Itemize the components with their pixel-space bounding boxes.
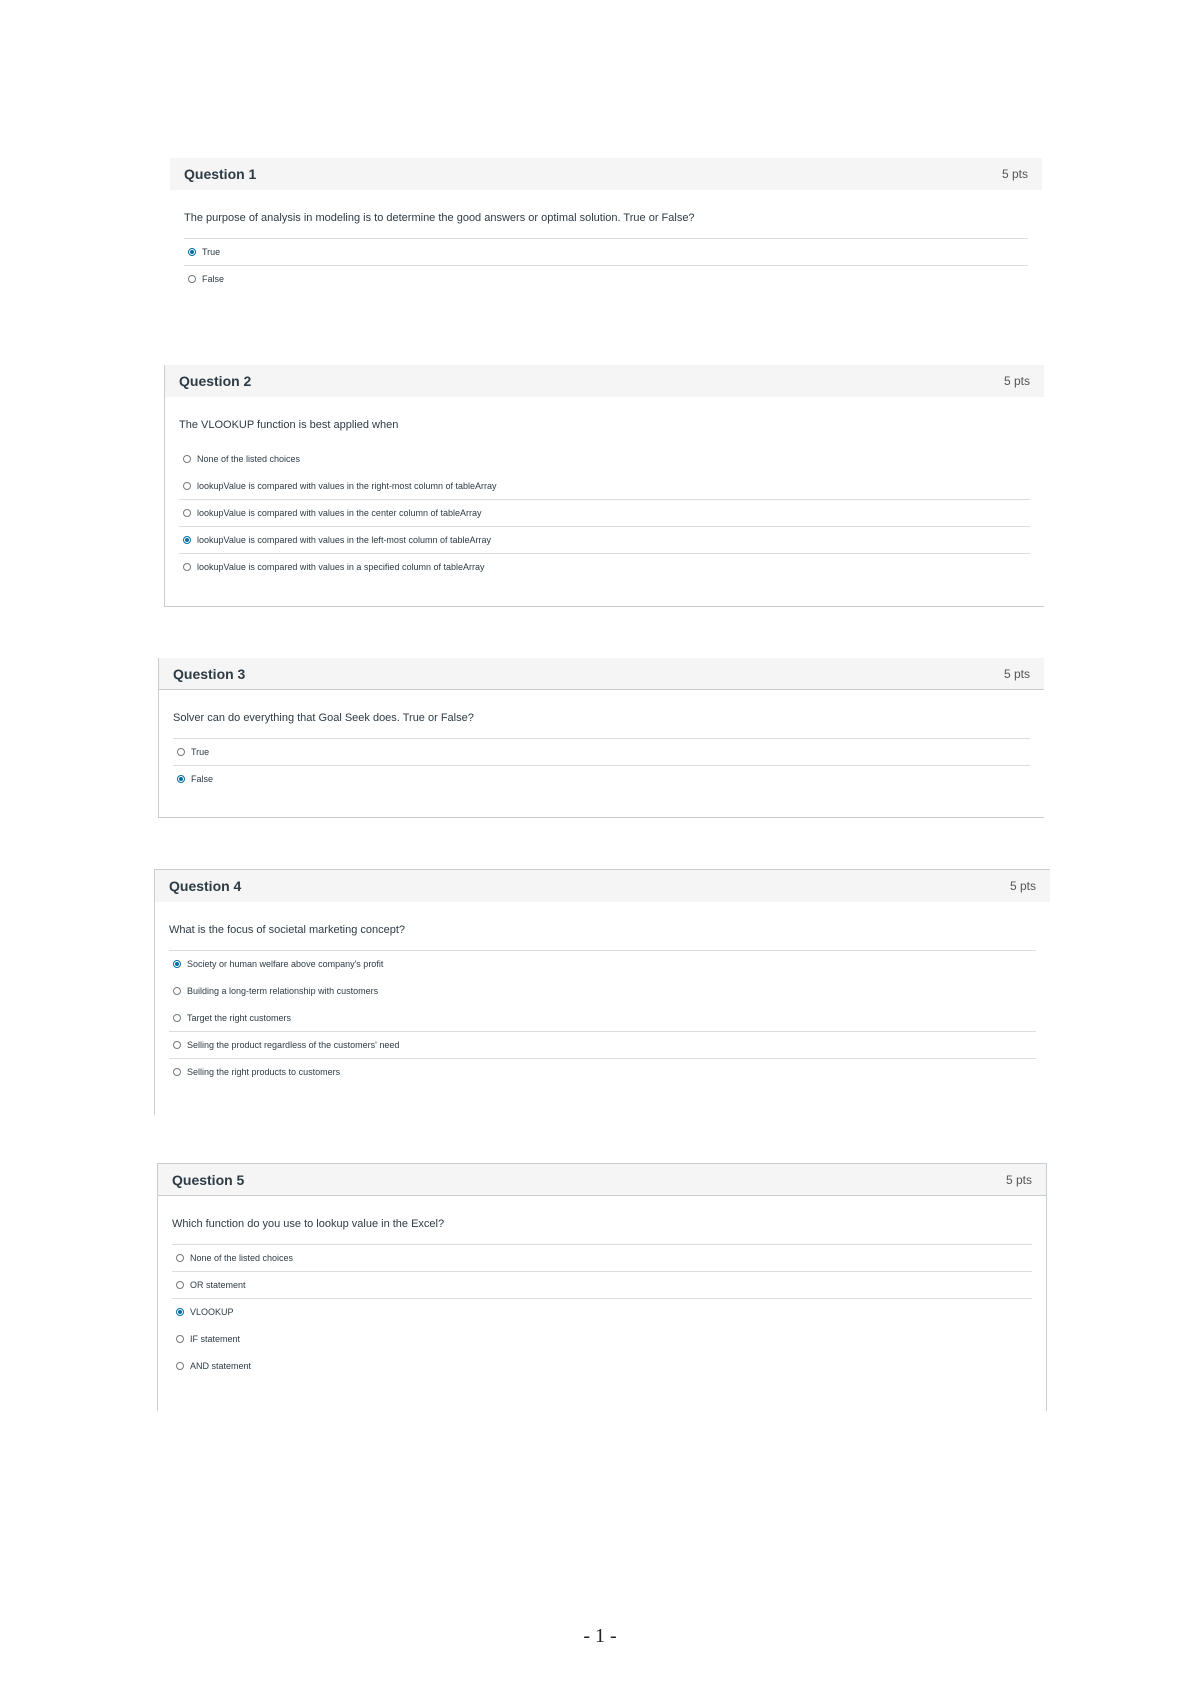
answer-list	[184, 238, 1028, 292]
question-points: 5 pts	[1003, 374, 1030, 388]
radio-icon[interactable]	[173, 1014, 181, 1022]
radio-selected-icon[interactable]	[176, 1308, 184, 1316]
question-points: 5 pts	[1009, 879, 1036, 893]
question-2-card	[164, 365, 1044, 607]
radio-icon[interactable]	[173, 1041, 181, 1049]
question-text: The purpose of analysis in modeling is to determine the good answers or optimal solution. True or False?	[184, 212, 695, 224]
question-text: The VLOOKUP function is best applied when	[179, 419, 399, 431]
answer-label: None of the listed choices	[190, 1253, 294, 1263]
answer-option[interactable]	[173, 738, 1030, 765]
answer-option[interactable]	[172, 1244, 1032, 1271]
answer-option[interactable]	[169, 950, 1036, 977]
question-text: Solver can do everything that Goal Seek does. True or False?	[173, 712, 474, 724]
radio-selected-icon[interactable]	[188, 248, 196, 256]
answer-label: Building a long-term relationship with customers	[187, 985, 379, 996]
answer-label: True	[191, 747, 210, 757]
question-title: Question 1	[184, 166, 257, 182]
radio-icon[interactable]	[183, 455, 191, 463]
answer-option[interactable]	[173, 765, 1030, 792]
question-title: Question 2	[179, 373, 252, 389]
answer-option[interactable]	[179, 472, 1030, 499]
answer-option[interactable]	[184, 265, 1028, 292]
question-header	[159, 658, 1044, 690]
answer-option[interactable]	[169, 1058, 1036, 1085]
answer-label: Selling the right products to customers	[187, 1067, 341, 1077]
radio-icon[interactable]	[176, 1254, 184, 1262]
answer-list	[173, 738, 1030, 792]
radio-icon[interactable]	[176, 1281, 184, 1289]
radio-icon[interactable]	[173, 1068, 181, 1076]
question-title: Question 3	[173, 665, 246, 682]
question-points: 5 pts	[1003, 666, 1030, 681]
answer-label: VLOOKUP	[190, 1307, 234, 1317]
radio-selected-icon[interactable]	[173, 960, 181, 968]
question-title: Question 5	[172, 1171, 245, 1188]
question-header	[165, 365, 1044, 397]
radio-icon[interactable]	[183, 509, 191, 517]
question-title: Question 4	[169, 878, 242, 894]
radio-icon[interactable]	[173, 987, 181, 995]
radio-icon[interactable]	[188, 275, 196, 283]
answer-option[interactable]	[172, 1271, 1032, 1298]
radio-icon[interactable]	[183, 482, 191, 490]
answer-label: IF statement	[190, 1333, 241, 1344]
answer-option[interactable]	[179, 526, 1030, 553]
answer-option[interactable]	[169, 1004, 1036, 1031]
question-1-card	[170, 158, 1042, 308]
answer-label: False	[191, 774, 214, 784]
answer-label: None of the listed choices	[197, 453, 301, 464]
radio-icon[interactable]	[176, 1362, 184, 1370]
radio-icon[interactable]	[176, 1335, 184, 1343]
answer-label: Selling the product regardless of the customers' need	[187, 1040, 400, 1050]
radio-selected-icon[interactable]	[183, 536, 191, 544]
answer-option[interactable]	[184, 238, 1028, 265]
answer-label: lookupValue is compared with values in the right-most column of tableArray	[197, 480, 497, 491]
answer-label: Target the right customers	[187, 1012, 292, 1023]
answer-option[interactable]	[179, 553, 1030, 580]
answer-list	[179, 445, 1030, 580]
answer-option[interactable]	[172, 1298, 1032, 1325]
answer-label: OR statement	[190, 1280, 246, 1290]
radio-icon[interactable]	[177, 748, 185, 756]
answer-option[interactable]	[179, 499, 1030, 526]
answer-label: True	[202, 247, 221, 257]
question-points: 5 pts	[1001, 167, 1028, 181]
answer-label: lookupValue is compared with values in the center column of tableArray	[197, 508, 482, 518]
question-points: 5 pts	[1005, 1172, 1032, 1187]
answer-label: False	[202, 274, 225, 284]
answer-label: Society or human welfare above company's profit	[187, 959, 384, 969]
question-header	[170, 158, 1042, 190]
answer-option[interactable]	[169, 1031, 1036, 1058]
page-number: - 1 -	[583, 1625, 617, 1647]
answer-option[interactable]	[172, 1352, 1032, 1379]
question-text: What is the focus of societal marketing concept?	[169, 924, 406, 936]
question-header	[158, 1164, 1046, 1196]
answer-option[interactable]	[169, 977, 1036, 1004]
question-header	[155, 870, 1050, 902]
question-5-card	[157, 1163, 1047, 1411]
answer-option[interactable]	[179, 445, 1030, 472]
question-text: Which function do you use to lookup value in the Excel?	[172, 1218, 445, 1230]
question-4-card	[154, 869, 1050, 1115]
question-3-card	[158, 658, 1044, 818]
answer-list	[169, 950, 1036, 1085]
radio-selected-icon[interactable]	[177, 775, 185, 783]
answer-list	[172, 1244, 1032, 1379]
answer-option[interactable]	[172, 1325, 1032, 1352]
answer-label: AND statement	[190, 1360, 252, 1371]
answer-label: lookupValue is compared with values in a specified column of tableArray	[197, 562, 485, 572]
radio-icon[interactable]	[183, 563, 191, 571]
answer-label: lookupValue is compared with values in the left-most column of tableArray	[197, 535, 491, 545]
